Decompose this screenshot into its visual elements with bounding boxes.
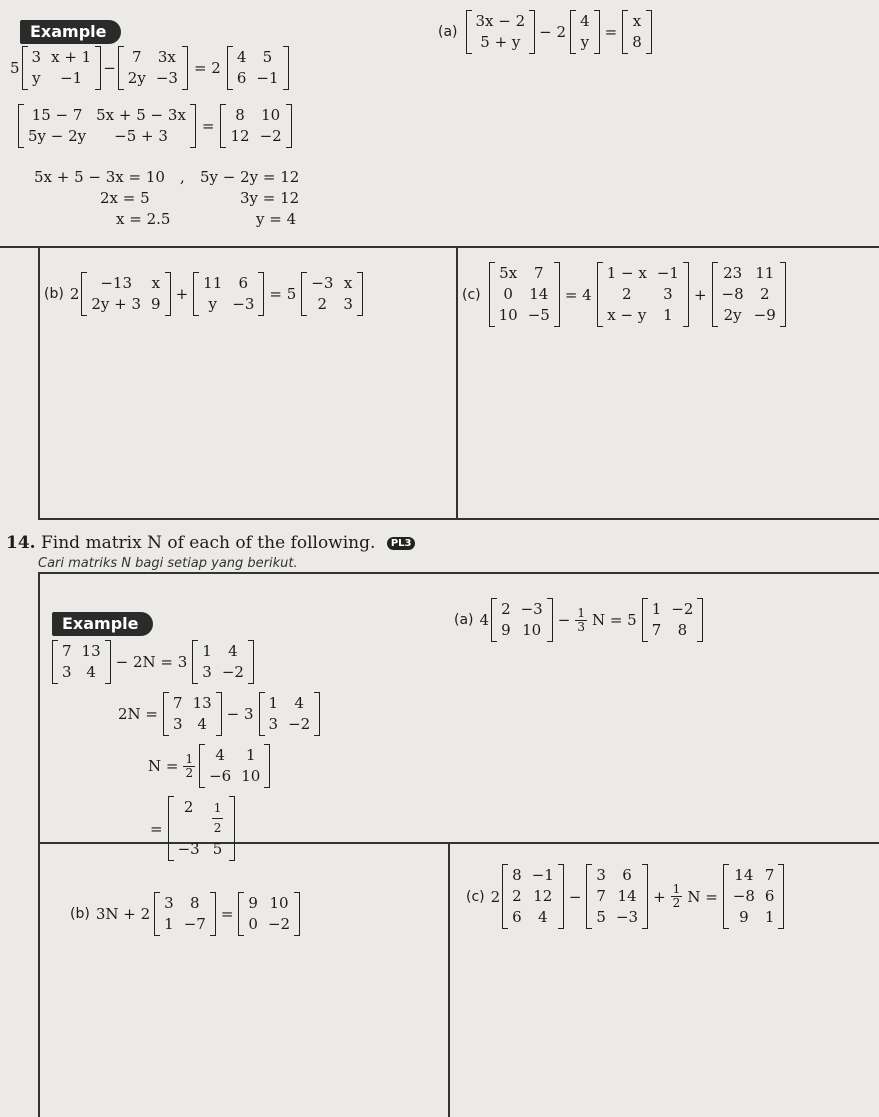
matrix-cell: 7 — [596, 887, 606, 905]
matrix-cell: 8 — [677, 621, 688, 639]
divider-line — [38, 246, 40, 519]
matrix-cell: 10 — [522, 621, 542, 639]
matrix-cell: 8 — [235, 106, 245, 124]
step-separator: , — [180, 168, 185, 186]
matrix — [712, 262, 786, 327]
matrix-cell: y — [580, 33, 590, 51]
matrix-cell: 5 — [262, 48, 273, 66]
matrix-cell: 10 — [241, 767, 261, 785]
matrix — [466, 10, 536, 54]
matrix-cell: 13 — [81, 642, 101, 660]
matrix-cell: 1 − x — [606, 264, 647, 282]
matrix-cell: −5 — [527, 306, 550, 324]
matrix — [622, 10, 652, 54]
matrix-cell: 9 — [501, 621, 511, 639]
matrix-cell: 10 — [269, 894, 289, 912]
matrix-cell: 0 — [248, 915, 258, 933]
matrix-cell: 7 — [534, 264, 544, 282]
question-c: (c) 5x 7 0 14 10 −5 = 4 1 − x −1 2 3 x − y 1 + 23 11 −8 2 2y −9 — [462, 262, 788, 327]
divider-line — [448, 842, 450, 1117]
matrix-cell: 4 — [215, 746, 225, 764]
example-badge: Example — [52, 612, 153, 636]
matrix-cell: 4 — [228, 642, 238, 660]
matrix-cell: 1 — [663, 306, 673, 324]
step-text: 5y − 2y = 12 — [200, 168, 300, 186]
matrix-cell: 1 — [268, 694, 279, 712]
matrix-cell: 6 — [512, 908, 522, 926]
matrix-cell: 4 — [538, 908, 548, 926]
matrix-cell: 23 — [723, 264, 743, 282]
step-text: 2x = 5 — [100, 189, 150, 207]
matrix-cell: 3x − 2 — [475, 12, 526, 30]
matrix-cell: 5x — [499, 264, 518, 282]
matrix-cell: 4 — [236, 48, 247, 66]
matrix-cell: 10 — [498, 306, 518, 324]
question-b: (b) 2 −13 x 2y + 3 9 + 11 6 y −3 = 5 −3 x 2 3 — [44, 272, 365, 316]
matrix — [238, 892, 300, 936]
fraction: $\frac{1}{2}$ — [185, 751, 194, 780]
matrix-cell: 2y + 3 — [91, 295, 142, 313]
matrix — [301, 272, 363, 316]
example-line-2: 2N = 7 13 3 4 − 3 1 4 3 −2 — [118, 692, 322, 736]
fraction: $\frac{1}{3}$ — [577, 605, 585, 634]
matrix-cell: y — [208, 295, 217, 313]
matrix-cell: 6 — [622, 866, 632, 884]
matrix-cell: x − y — [607, 306, 647, 324]
matrix — [227, 46, 289, 90]
matrix — [642, 598, 704, 642]
matrix-cell: 2y — [127, 69, 146, 87]
step-text: y = 4 — [256, 210, 297, 228]
matrix-cell: 7 — [132, 48, 142, 66]
divider-line — [38, 572, 879, 574]
matrix-cell: 2 — [501, 600, 511, 618]
question-a: (a) 3x − 2 5 + y − 2 4 y = x 8 — [438, 10, 654, 54]
matrix-cell: x — [632, 12, 642, 30]
matrix-cell: 3x — [157, 48, 176, 66]
matrix-cell: 3 — [202, 663, 212, 681]
matrix-cell: −3 — [615, 908, 639, 926]
matrix-cell: −2 — [221, 663, 244, 681]
matrix-cell: 7 — [651, 621, 662, 639]
matrix-cell: 9 — [248, 894, 258, 912]
question-14a: (a) 4 2 −3 9 10 − $\frac{1}{3}$ N = 5 1 −2 7 8 — [454, 598, 705, 642]
matrix-cell: 3 — [62, 663, 72, 681]
matrix — [586, 864, 648, 929]
matrix-cell: −3 — [155, 69, 178, 87]
matrix-cell: 6 — [764, 887, 775, 905]
matrix — [163, 692, 222, 736]
matrix — [199, 744, 270, 788]
matrix-cell: 3 — [268, 715, 279, 733]
matrix-cell: 2 — [512, 887, 522, 905]
matrix-cell: 6 — [236, 69, 247, 87]
matrix-cell: −1 — [256, 69, 279, 87]
matrix-cell: −2 — [288, 715, 311, 733]
pl3-badge: PL3 — [387, 537, 416, 550]
matrix-cell: 12 — [533, 887, 553, 905]
matrix-cell: 15 − 7 — [31, 106, 83, 124]
matrix-cell: −8 — [721, 285, 744, 303]
matrix-cell: 14 — [734, 866, 754, 884]
matrix-cell: 9 — [739, 908, 749, 926]
matrix-cell: 3 — [596, 866, 606, 884]
example-line-3: N = $\frac{1}{2}$ 4 1 −6 10 — [148, 744, 272, 788]
matrix-cell: x — [151, 274, 161, 292]
example-equation-1: 5 3 x + 1 y −1 − 7 3x 2y −3 = 2 4 5 6 −1 — [10, 46, 291, 90]
matrix — [570, 10, 600, 54]
matrix-cell: 1 — [764, 908, 775, 926]
matrix-cell: 8 — [189, 894, 200, 912]
matrix: 2 $\frac{1}{2}$ −3 5 — [168, 796, 236, 861]
matrix-cell: 1 — [651, 600, 662, 618]
matrix-cell: 4 — [197, 715, 207, 733]
matrix-cell: 7 — [62, 642, 72, 660]
matrix-cell: −2 — [671, 600, 694, 618]
question-14-subtitle: Cari matriks N bagi setiap yang berikut. — [38, 556, 298, 571]
example-equation-2: 15 − 7 5x + 5 − 3x 5y − 2y −5 + 3 = 8 10 12 −2 — [16, 104, 294, 148]
matrix-cell: −7 — [183, 915, 206, 933]
question-14-heading: 14. Find matrix N of each of the following. PL3 — [6, 533, 415, 553]
matrix-cell: −3 — [232, 295, 255, 313]
matrix-cell: 1 — [164, 915, 174, 933]
divider-line — [0, 246, 879, 248]
example-line-4: = 2 $\frac{1}{2}$ −3 5 — [150, 796, 237, 861]
matrix-cell: 12 — [230, 127, 250, 145]
matrix — [18, 104, 196, 148]
divider-line — [38, 572, 40, 1117]
matrix-cell: −8 — [732, 887, 755, 905]
matrix — [22, 46, 102, 90]
matrix-cell: 3 — [663, 285, 673, 303]
matrix-cell: 2 — [317, 295, 328, 313]
matrix-cell: 3 — [31, 48, 42, 66]
question-14-title: Find matrix N of each of the following. — [40, 533, 376, 553]
matrix — [52, 640, 111, 684]
matrix-cell: −3 — [311, 274, 334, 292]
matrix — [192, 640, 254, 684]
matrix-cell: 14 — [617, 887, 637, 905]
matrix-cell: 10 — [261, 106, 281, 124]
matrix-cell: −3 — [520, 600, 543, 618]
matrix — [502, 864, 564, 929]
question-14c: (c) 2 8 −1 2 12 6 4 − 3 6 7 14 5 −3 + $\frac{1}{2}$ N = 14 7 −8 6 9 1 — [466, 864, 786, 929]
matrix — [81, 272, 170, 316]
matrix-cell: 7 — [764, 866, 775, 884]
matrix-cell: 4 — [294, 694, 304, 712]
matrix-cell: 1 — [246, 746, 256, 764]
matrix-cell: 4 — [580, 12, 590, 30]
matrix-cell: 1 — [202, 642, 212, 660]
matrix — [193, 272, 264, 316]
matrix-cell: −2 — [267, 915, 291, 933]
matrix-cell: 2 — [622, 285, 632, 303]
matrix-cell: 4 — [86, 663, 96, 681]
matrix — [259, 692, 321, 736]
matrix-cell: 0 — [503, 285, 513, 303]
matrix — [489, 262, 560, 327]
matrix-cell: −5 + 3 — [114, 127, 168, 145]
step-text: x = 2.5 — [116, 210, 171, 228]
question-14b: (b) 3N + 2 3 8 1 −7 = 9 10 0 −2 — [70, 892, 302, 936]
matrix — [220, 104, 291, 148]
matrix-cell: 5x + 5 − 3x — [96, 106, 186, 124]
matrix-cell: y — [32, 69, 41, 87]
matrix-cell: 3 — [343, 295, 353, 313]
matrix — [118, 46, 188, 90]
divider-line — [38, 518, 879, 520]
matrix-cell: −2 — [259, 127, 282, 145]
matrix — [491, 598, 553, 642]
matrix-cell: x — [343, 274, 353, 292]
example-line-1: 7 13 3 4 − 2N = 3 1 4 3 −2 — [50, 640, 256, 684]
matrix-cell: x + 1 — [51, 48, 92, 66]
matrix-cell: 3 — [164, 894, 174, 912]
matrix-cell: −1 — [531, 866, 554, 884]
matrix-cell: 2 — [759, 285, 770, 303]
matrix-cell: −13 — [100, 274, 133, 292]
matrix-cell: 9 — [151, 295, 161, 313]
matrix-cell: 11 — [755, 264, 775, 282]
step-text: 5x + 5 − 3x = 10 — [34, 168, 165, 186]
matrix-cell: −1 — [60, 69, 83, 87]
matrix-cell: −9 — [753, 306, 776, 324]
matrix-cell: 14 — [529, 285, 549, 303]
matrix-cell: 6 — [238, 274, 249, 292]
matrix-cell: 5 — [596, 908, 606, 926]
matrix-cell: 8 — [512, 866, 522, 884]
matrix-cell: 5 + y — [480, 33, 521, 51]
matrix-cell: −1 — [656, 264, 679, 282]
matrix-cell: 11 — [203, 274, 223, 292]
matrix-cell: 13 — [192, 694, 212, 712]
divider-line — [456, 246, 458, 519]
step-text: 3y = 12 — [240, 189, 300, 207]
matrix — [723, 864, 785, 929]
matrix — [154, 892, 216, 936]
matrix-cell: 7 — [173, 694, 183, 712]
matrix — [597, 262, 689, 327]
matrix-cell: 2y — [723, 306, 742, 324]
matrix-cell: 3 — [173, 715, 183, 733]
example-badge: Example — [20, 20, 121, 44]
matrix-cell: 8 — [632, 33, 642, 51]
matrix-cell: 5y − 2y — [28, 127, 87, 145]
fraction: $\frac{1}{2}$ — [672, 882, 681, 910]
matrix-cell: −6 — [209, 767, 232, 785]
